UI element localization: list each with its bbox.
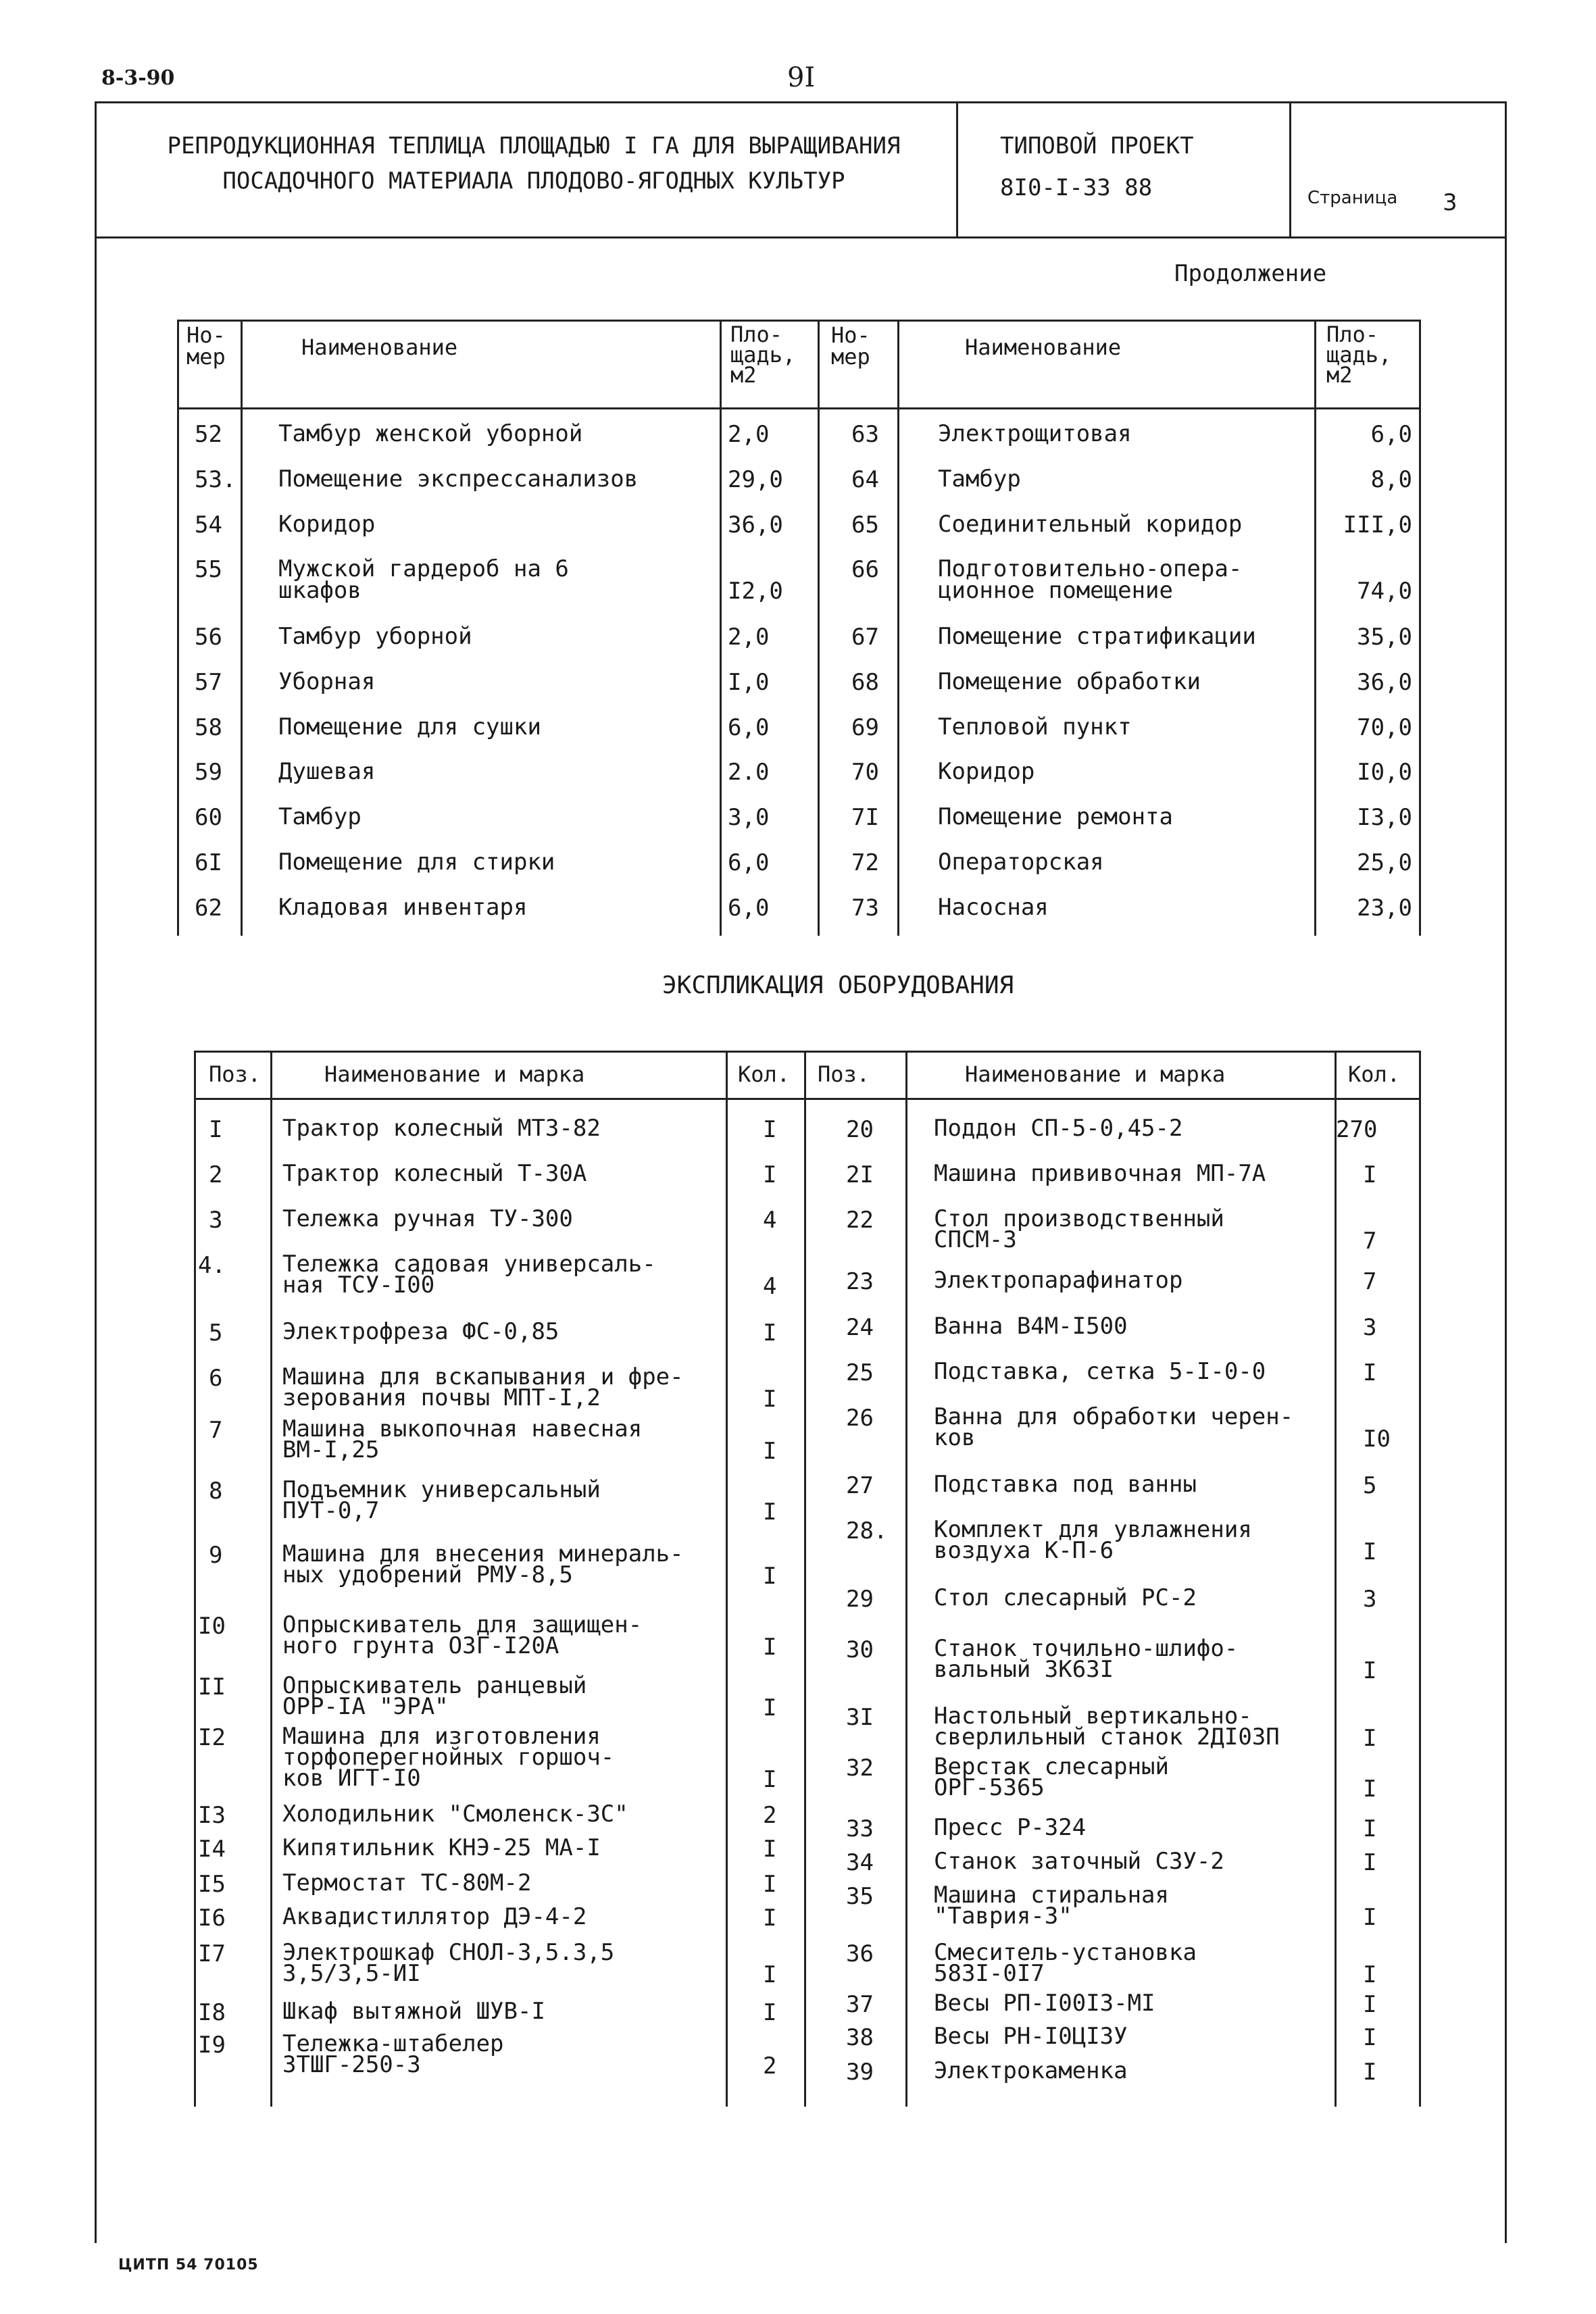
room-area: 70,0 [1357,714,1412,741]
room-area: I,0 [728,669,770,696]
header-pos: Поз. [818,1061,870,1087]
page-number: 9I [787,62,816,93]
equipment-name: Электрофреза ФС-0,85 [282,1318,559,1345]
room-num: 63 [851,421,879,448]
equipment-qty: I [763,1961,777,1988]
equipment-qty: I [1363,1359,1377,1386]
equipment-pos: 35 [846,1883,874,1910]
equipment-name: Термостат ТС-80М-2 [282,1869,532,1896]
equipment-qty: I [763,1999,777,2026]
equipment-name: Подставка, сетка 5-I-0-0 [934,1358,1266,1385]
equipment-name: Станок заточный СЗУ-2 [934,1848,1224,1875]
room-num: 66 [851,556,879,583]
equipment-qty: I0 [1363,1426,1391,1453]
table-grid-line [726,1051,728,2107]
equipment-name: Машина для вскапывания и фре- зерования почвы МПТ-I,2 [282,1363,684,1411]
equipment-pos: I9 [198,2032,226,2059]
equipment-qty: I [1363,1538,1377,1565]
equipment-pos: 29 [846,1586,874,1613]
room-name: Подготовительно-опера- ционное помещение [938,555,1243,604]
equipment-pos: 20 [846,1116,874,1143]
equipment-pos: I2 [198,1724,226,1751]
equipment-name: Комплект для увлажнения воздуха К-П-6 [934,1516,1252,1564]
room-name: Помещение ремонта [938,803,1173,830]
equipment-qty: 270 [1336,1116,1378,1143]
equipment-pos: 9 [209,1542,223,1569]
document-code: 8-3-90 [101,66,175,90]
equipment-pos: 3I [846,1704,874,1731]
equipment-qty: I [1363,1657,1377,1684]
project-title-line2: ПОСАДОЧНОГО МАТЕРИАЛА ПЛОДОВО-ЯГОДНЫХ КУЛЬТУР [222,168,845,195]
room-name: Помещение обработки [938,668,1201,695]
equipment-qty: I [1363,1815,1377,1842]
room-name: Тамбур женской уборной [278,420,583,447]
equipment-qty: I [763,1116,777,1143]
equipment-pos: I7 [198,1940,226,1967]
equipment-qty: 7 [1363,1268,1377,1295]
room-area: 29,0 [728,466,783,493]
equipment-name: Ванна для обработки черен- ков [934,1403,1294,1451]
equipment-name: Трактор колесный Т-30А [282,1160,587,1187]
equipment-pos: I3 [198,1802,226,1829]
table-grid-line [194,1051,1419,1053]
equipment-pos: I4 [198,1836,226,1863]
equipment-name: Машина для изготовления торфоперегнойных горшоч- ков ИГТ-I0 [282,1723,615,1792]
equipment-name: Кипятильник КНЭ-25 МА-I [282,1834,601,1861]
room-num: 56 [195,624,222,651]
room-name: Насосная [938,894,1049,921]
table-grid-line [804,1051,806,2107]
header-name: Наименование и марка [965,1061,1226,1087]
equipment-qty: I [1363,1849,1377,1876]
equipment-pos: 22 [846,1207,874,1234]
equipment-qty: 4 [763,1273,777,1300]
equipment-name: Весы РП-I00I3-МI [934,1990,1155,2017]
page-label: Страница [1307,188,1398,208]
room-num: 69 [851,714,879,741]
room-area: 6,0 [728,895,770,922]
equipment-pos: 36 [846,1940,874,1967]
equipment-qty: 4 [763,1207,777,1234]
equipment-qty: 5 [1363,1472,1377,1499]
equipment-pos: 2I [846,1161,874,1188]
room-num: 70 [851,759,879,786]
equipment-pos: 28. [846,1517,888,1544]
equipment-name: Поддон СП-5-0,45-2 [934,1115,1183,1142]
equipment-name: Холодильник "Смоленск-3С" [282,1801,628,1828]
equipment-pos: 3 [209,1207,223,1234]
equipment-qty: 2 [763,2053,777,2080]
room-name: Мужской гардероб на 6 шкафов [278,555,569,604]
room-name: Тамбур [938,466,1021,493]
equipment-qty: I [1363,1776,1377,1803]
header-num: Но- мер [831,322,870,370]
room-num: 73 [851,895,879,922]
equipment-qty: I [1363,1161,1377,1188]
equipment-pos: 30 [846,1636,874,1663]
equipment-name: Стол производственный СПСМ-3 [934,1205,1224,1253]
equipment-qty: I [1363,2059,1377,2086]
equipment-pos: 7 [209,1417,223,1444]
equipment-pos: 39 [846,2059,874,2086]
equipment-name: Опрыскиватель ранцевый ОРР-IА "ЭРА" [282,1672,587,1720]
equipment-name: Станок точильно-шлифо- вальный ЗК63I [934,1635,1239,1683]
room-name: Коридор [278,511,376,538]
equipment-qty: I [763,1634,777,1661]
room-num: 72 [851,849,879,876]
equipment-pos: 23 [846,1268,874,1295]
header-name: Наименование [301,334,458,360]
equipment-name: Ванна В4М-I500 [934,1313,1128,1340]
room-num: 7I [851,804,879,831]
equipment-pos: I6 [198,1905,226,1932]
equipment-qty: 3 [1363,1314,1377,1341]
header-qty: Кол. [1348,1061,1401,1087]
room-num: 68 [851,669,879,696]
room-num: 55 [195,556,222,583]
equipment-pos: 5 [209,1319,223,1347]
continuation-label: Продолжение [1174,260,1327,287]
equipment-pos: 34 [846,1849,874,1876]
room-num: 59 [195,759,222,786]
table-grid-line [1335,1051,1337,2107]
equipment-name: Опрыскиватель для защищен- ного грунта ОЗГ-I20А [282,1611,643,1659]
equipment-name: Машина стиральная "Таврия-3" [934,1882,1169,1930]
equipment-qty: I [763,1836,777,1863]
room-name: Помещение стратификации [938,623,1256,650]
project-code: 8I0-I-33 88 [1000,174,1153,201]
room-name: Соединительный коридор [938,511,1243,538]
room-area: 35,0 [1357,624,1412,651]
room-name: Помещение для стирки [278,849,555,876]
room-name: Тамбур [278,803,361,830]
room-num: 64 [851,466,879,493]
equipment-name: Шкаф вытяжной ШУВ-I [282,1998,545,2025]
room-area: 25,0 [1357,849,1412,876]
header-pos: Поз. [209,1061,261,1087]
equipment-qty: I [763,1563,777,1590]
room-area: I3,0 [1357,804,1412,831]
equipment-name: Трактор колесный МТЗ-82 [282,1115,601,1142]
equipment-pos: 27 [846,1472,874,1499]
room-area: 2,0 [728,624,770,651]
table-grid-line [194,1098,1419,1100]
equipment-pos: 6 [209,1365,223,1392]
equipment-qty: I [763,1438,777,1465]
equipment-pos: 24 [846,1314,874,1341]
room-name: Тепловой пункт [938,713,1132,740]
equipment-qty: I [763,1871,777,1898]
equipment-pos: 2 [209,1161,223,1188]
equipment-qty: I [1363,1904,1377,1931]
header-area: Пло- щадь, м2 [1326,322,1392,388]
equipment-pos: 37 [846,1991,874,2018]
equipment-name: Электрошкаф СНОЛ-3,5.3,5 3,5/3,5-ИI [282,1939,615,1987]
room-num: 54 [195,511,222,538]
page-value: 3 [1443,189,1457,216]
room-num: 62 [195,895,222,922]
room-area: 2.0 [728,759,770,786]
equipment-name: Тележка садовая универсаль- ная ТСУ-I00 [282,1251,656,1299]
equipment-name: Аквадистиллятор ДЭ-4-2 [282,1903,587,1930]
room-area: 74,0 [1357,578,1412,605]
project-type-label: ТИПОВОЙ ПРОЕКТ [1000,132,1194,159]
equipment-pos: I8 [198,1999,226,2026]
room-area: I2,0 [728,578,783,605]
equipment-name: Электропарафинатор [934,1267,1183,1294]
equipment-name: Пресс Р-324 [934,1814,1087,1841]
equipment-qty: I [1363,2024,1377,2051]
room-name: Электрощитовая [938,420,1132,447]
equipment-qty: I [763,1694,777,1721]
room-area: I0,0 [1357,759,1412,786]
room-num: 52 [195,421,222,448]
equipment-pos: 8 [209,1478,223,1505]
equipment-name: Подъемник универсальный ПУТ-0,7 [282,1476,601,1524]
room-area: 6,0 [1370,421,1412,448]
equipment-qty: I [1363,1725,1377,1752]
room-num: 65 [851,511,879,538]
equipment-qty: I [763,1386,777,1413]
equipment-name: Стол слесарный РС-2 [934,1584,1197,1611]
equipment-name: Смеситель-установка 583I-0I7 [934,1939,1197,1987]
room-name: Операторская [938,849,1104,876]
room-num: 6I [195,849,222,876]
equipment-pos: 4. [198,1252,226,1279]
room-area: 3,0 [728,804,770,831]
room-name: Тамбур уборной [278,623,472,650]
table-grid-line [194,1051,196,2107]
equipment-qty: I [763,1905,777,1932]
room-area: 2,0 [728,421,770,448]
equipment-pos: 26 [846,1405,874,1432]
equipment-name: Машина для внесения минераль- ных удобрений РМУ-8,5 [282,1540,684,1588]
equipment-name: Весы РН-I0ЦI3У [934,2023,1128,2050]
room-area: 6,0 [728,714,770,741]
room-name: Помещение для сушки [278,713,541,740]
room-num: 67 [851,624,879,651]
equipment-qty: I [763,1319,777,1347]
table-grid-line [270,1051,272,2107]
equipment-name: Машина прививочная МП-7А [934,1160,1266,1187]
equipment-pos: 33 [846,1815,874,1842]
room-num: 57 [195,669,222,696]
equipment-qty: I [763,1499,777,1526]
header-name: Наименование и марка [324,1061,585,1087]
header-area: Пло- щадь, м2 [730,322,796,388]
room-name: Помещение экспрессанализов [278,466,639,493]
room-area: III,0 [1343,511,1412,538]
equipment-pos: 38 [846,2024,874,2051]
equipment-name: Тележка-штабелер ЗТШГ-250-3 [282,2030,504,2078]
equipment-pos: II [198,1674,226,1701]
room-num: 53. [195,466,236,493]
room-area: 6,0 [728,849,770,876]
header-num: Но- мер [186,322,226,370]
room-name: Коридор [938,758,1035,785]
room-area: 8,0 [1370,466,1412,493]
equipment-pos: I [209,1116,223,1143]
room-area: 36,0 [728,511,783,538]
equipment-name: Машина выкопочная навесная ВМ-I,25 [282,1415,643,1463]
equipment-qty: 3 [1363,1586,1377,1613]
room-num: 60 [195,804,222,831]
equipment-qty: I [763,1161,777,1188]
equipment-qty: I [763,1766,777,1793]
equipment-qty: I [1363,1961,1377,1988]
equipment-name: Настольный вертикально- сверлильный станок 2ДI03П [934,1703,1280,1751]
room-name: Душевая [278,758,376,785]
equipment-qty: 7 [1363,1228,1377,1255]
equipment-pos: 32 [846,1755,874,1782]
table-grid-line [1419,1051,1421,2107]
footer-code: ЦИТП 54 70105 [118,2257,259,2273]
equipment-pos: 25 [846,1359,874,1386]
header-qty: Кол. [738,1061,791,1087]
project-title-line1: РЕПРОДУКЦИОННАЯ ТЕПЛИЦА ПЛОЩАДЬЮ I ГА ДЛЯ ВЫРАЩИВАНИЯ [167,132,901,159]
equipment-name: Подставка под ванны [934,1471,1197,1498]
room-name: Кладовая инвентаря [278,894,528,921]
equipment-name: Электрокаменка [934,2057,1128,2084]
room-area: 36,0 [1357,669,1412,696]
table-grid-line [905,1051,907,2107]
equipment-qty: I [1363,1991,1377,2018]
header-name: Наименование [965,334,1122,360]
equipment-qty: 2 [763,1802,777,1829]
equipment-name: Тележка ручная ТУ-300 [282,1205,573,1232]
room-num: 58 [195,714,222,741]
equipment-pos: I0 [198,1613,226,1640]
equipment-section-title: ЭКСПЛИКАЦИЯ ОБОРУДОВАНИЯ [662,972,1014,999]
room-name: Уборная [278,668,376,695]
room-area: 23,0 [1357,895,1412,922]
equipment-pos: I5 [198,1871,226,1898]
equipment-name: Верстак слесарный ОРГ-5365 [934,1753,1169,1801]
